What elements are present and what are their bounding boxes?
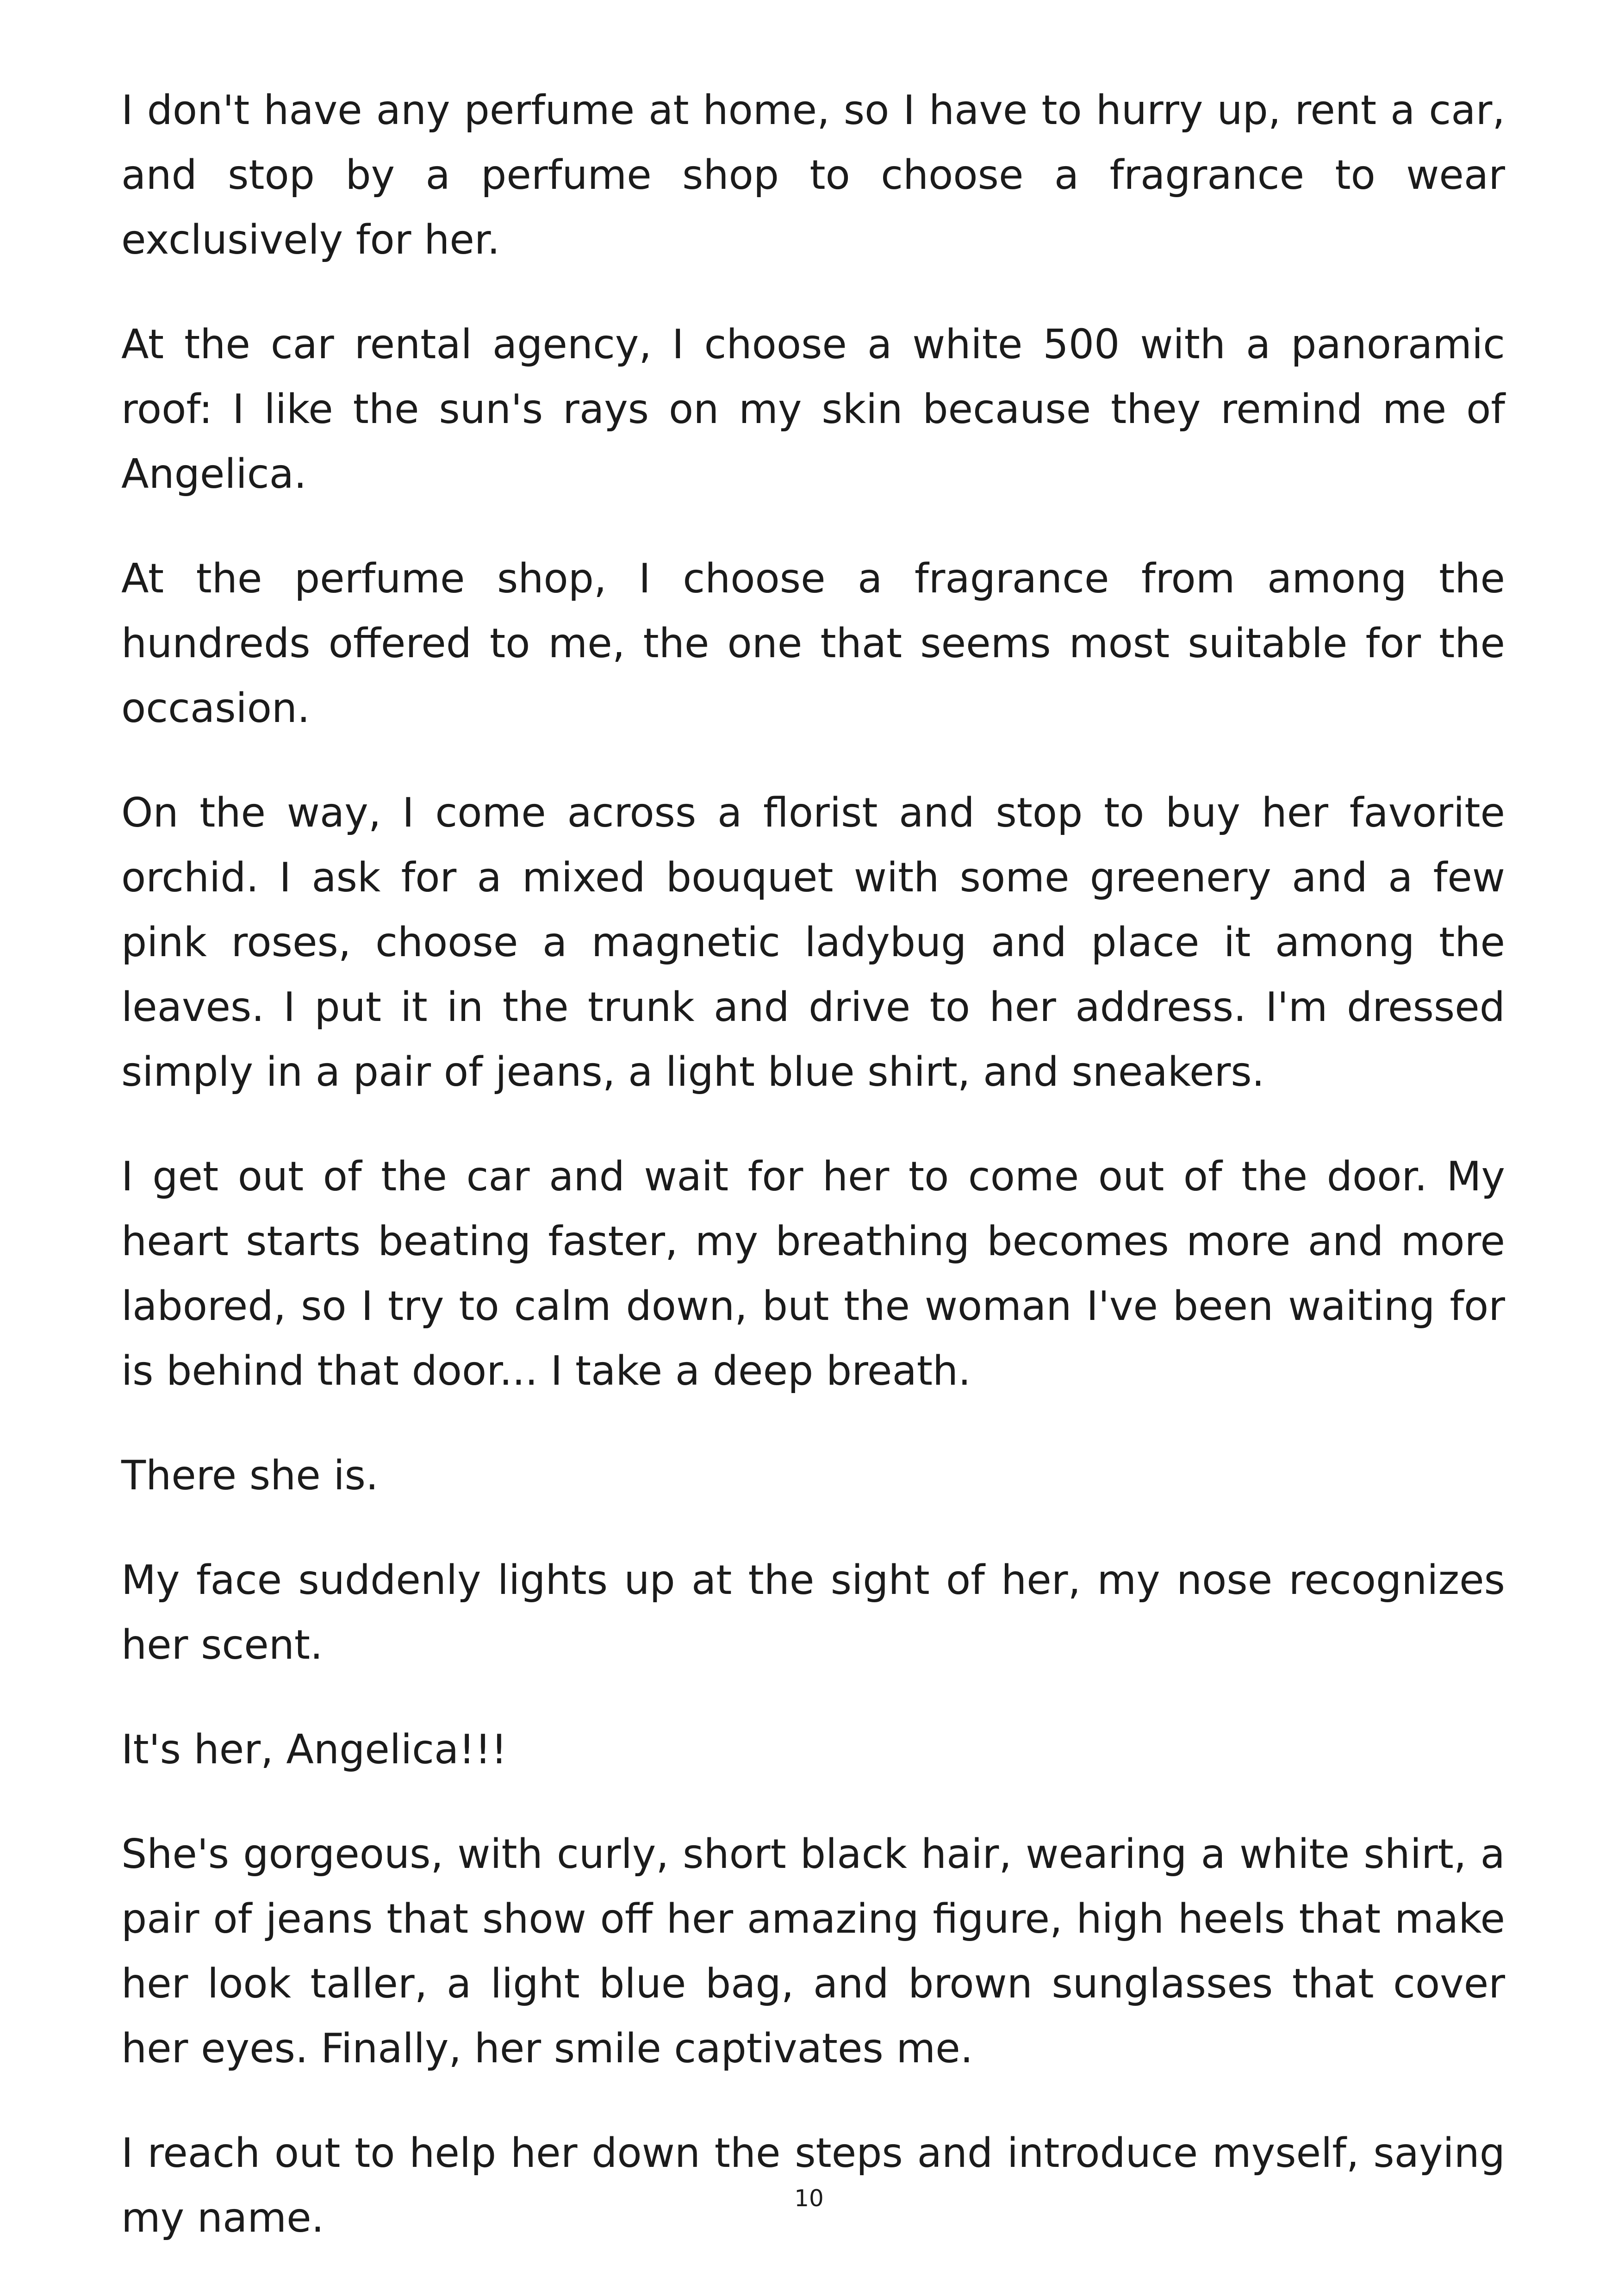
paragraph-4: On the way, I come across a florist and stop to buy her favorite orchid. I ask for a mixed bouquet with some greenery and a few pink roses, choose a magnetic ladybug and place it among the leaves. I put it in the trunk and drive to her address. I'm dressed simply in a pair of jeans, a light blue shirt, and sneakers. (121, 789, 1505, 1095)
body-text (121, 78, 1505, 2290)
paragraph-6: There she is. (121, 1452, 379, 1499)
paragraph-10: I reach out to help her down the steps and introduce myself, saying my name. (121, 2129, 1505, 2241)
page-number: 10 (794, 2185, 824, 2212)
paragraph-2: At the car rental agency, I choose a white 500 with a panoramic roof: I like the sun's rays on my skin because they remind me of Angelica. (121, 321, 1505, 498)
paragraph-9: She's gorgeous, with curly, short black hair, wearing a white shirt, a pair of jeans that show off her amazing figure, high heels that make her look taller, a light blue bag, and brown sunglasses that cover her eyes. Finally, her smile captivates me. (121, 1830, 1505, 2072)
paragraph-8: It's her, Angelica!!! (121, 1726, 507, 1773)
paragraph-1: I don't have any perfume at home, so I have to hurry up, rent a car, and stop by a perfume shop to choose a fragrance to wear exclusively for her. (121, 87, 1505, 263)
paragraph-7: My face suddenly lights up at the sight of her, my nose recognizes her scent. (121, 1556, 1505, 1668)
paragraph-5: I get out of the car and wait for her to come out of the door. My heart starts beating faster, my breathing becomes more and more labored, so I try to calm down, but the woman I've been waiting for is behind that door... I take a deep breath. (121, 1153, 1505, 1394)
paragraph-3: At the perfume shop, I choose a fragrance from among the hundreds offered to me, the one that seems most suitable for the occasion. (121, 555, 1505, 732)
